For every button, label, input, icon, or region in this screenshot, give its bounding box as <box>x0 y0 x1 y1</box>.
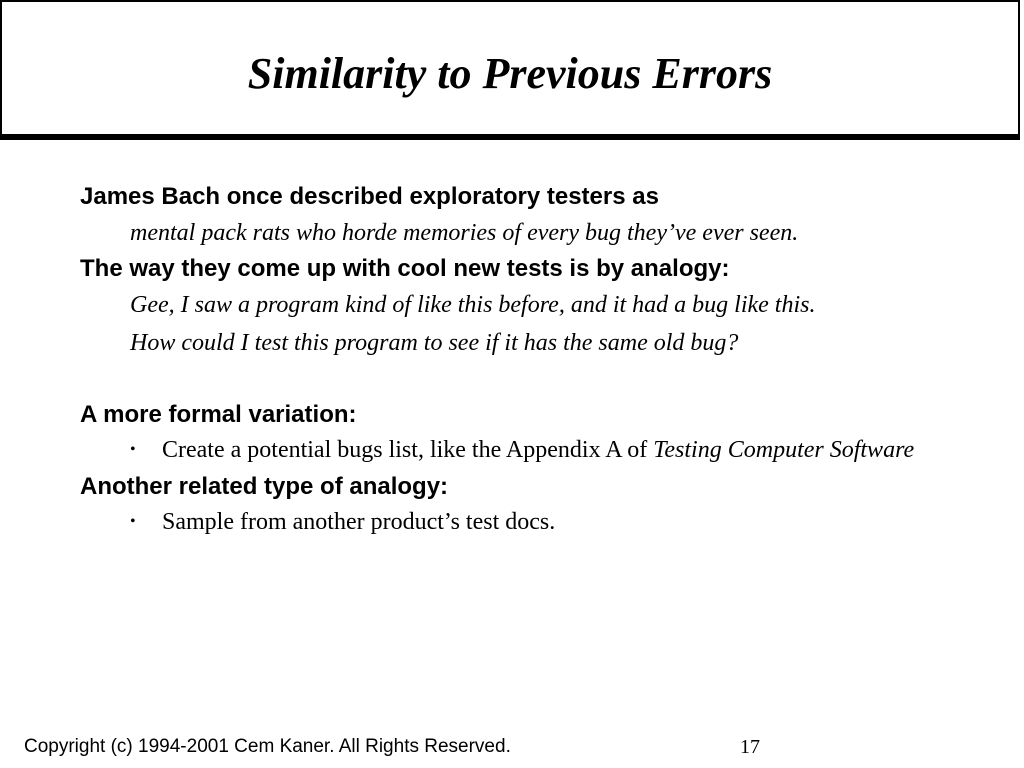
bullet-icon: • <box>130 441 136 458</box>
quote-gee: Gee, I saw a program kind of like this before, and it had a bug like this. <box>130 292 816 318</box>
spacer <box>80 362 980 398</box>
bullet-potential-bugs <box>130 436 980 464</box>
heading-related-analogy: Another related type of analogy: <box>80 473 449 500</box>
bullet-text <box>162 436 980 464</box>
heading-formal-variation: A more formal variation: <box>80 401 357 428</box>
quote-pack-rats: mental pack rats who horde memories of every bug they’ve ever seen. <box>130 220 799 246</box>
bullet-icon: • <box>130 513 136 530</box>
slide-content <box>80 180 980 542</box>
slide-title: Similarity to Previous Errors <box>247 48 773 98</box>
book-title: Testing Computer Software <box>653 437 915 463</box>
title-box <box>0 0 1020 136</box>
heading-james-bach: James Bach once described exploratory testers as <box>80 183 659 210</box>
bullet-sample-docs <box>130 508 980 536</box>
copyright-footer: Copyright (c) 1994-2001 Cem Kaner. All Rights Reserved. <box>24 736 511 757</box>
bullet-text: Sample from another product’s test docs. <box>162 509 556 535</box>
bullet-plain-text: Create a potential bugs list, like the Appendix A of <box>162 437 654 463</box>
heading-analogy: The way they come up with cool new tests is by analogy: <box>80 255 730 282</box>
quote-how-could: How could I test this program to see if it has the same old bug? <box>130 330 739 356</box>
page-number: 17 <box>740 736 760 758</box>
